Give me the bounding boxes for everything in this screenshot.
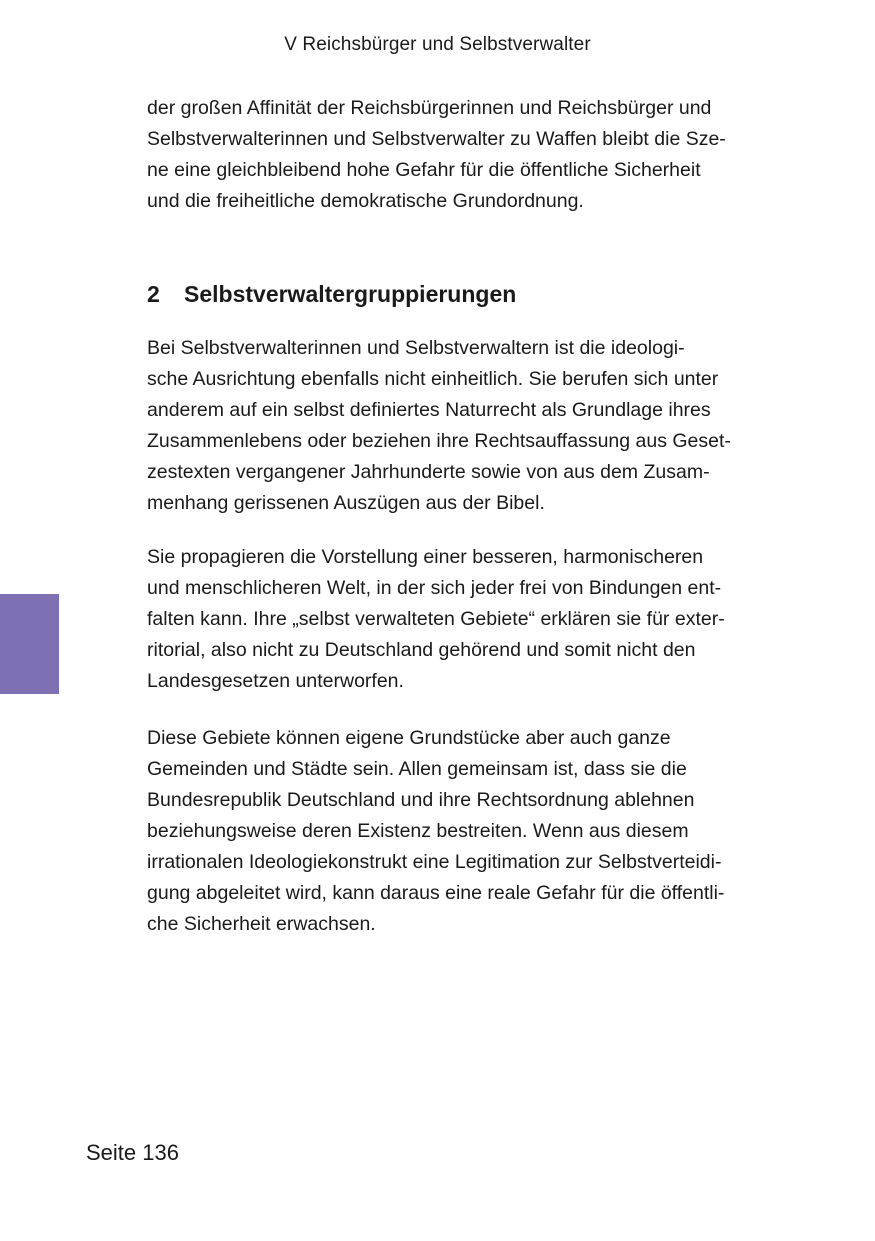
text-line: Gemeinden und Städte sein. Allen gemeinsam ist, dass sie die: [147, 758, 687, 780]
text-line: Sie propagieren die Vorstellung einer besseren, harmonischeren: [147, 546, 704, 568]
section-title: Selbstverwaltergruppierungen: [184, 281, 517, 307]
continued-paragraph: [147, 93, 787, 217]
paragraph-2: [147, 542, 787, 697]
text-line: Zusammenlebens oder beziehen ihre Rechtsauffassung aus Geset-: [147, 430, 731, 452]
text-line: Diese Gebiete können eigene Grundstücke aber auch ganze: [147, 727, 671, 749]
text-line: gung abgeleitet wird, kann daraus eine reale Gefahr für die öffentli-: [147, 882, 725, 904]
text-line: Selbstverwalterinnen und Selbstverwalter zu Waffen bleibt die Sze-: [147, 128, 726, 150]
text-line: sche Ausrichtung ebenfalls nicht einheitlich. Sie berufen sich unter: [147, 368, 719, 390]
paragraph-3: [147, 723, 787, 940]
text-line: che Sicherheit erwachsen.: [147, 913, 376, 935]
text-line: Bundesrepublik Deutschland und ihre Rechtsordnung ablehnen: [147, 789, 695, 811]
text-line: ne eine gleichbleibend hohe Gefahr für die öffentliche Sicherheit: [147, 159, 701, 181]
paragraph-1: [147, 333, 787, 519]
running-header: V Reichsbürger und Selbstverwalter: [284, 34, 591, 55]
text-line: Landesgesetzen unterworfen.: [147, 670, 404, 692]
text-line: und menschlicheren Welt, in der sich jeder frei von Bindungen ent-: [147, 577, 722, 599]
section-heading: [147, 281, 516, 308]
section-number: 2: [147, 281, 160, 307]
page-number: Seite 136: [86, 1140, 179, 1165]
text-line: anderem auf ein selbst definiertes Naturrecht als Grundlage ihres: [147, 399, 711, 421]
text-line: ritorial, also nicht zu Deutschland gehörend und somit nicht den: [147, 639, 696, 661]
section-color-tab: [0, 594, 59, 694]
text-line: Bei Selbstverwalterinnen und Selbstverwaltern ist die ideologi-: [147, 337, 685, 359]
text-line: und die freiheitliche demokratische Grundordnung.: [147, 190, 584, 212]
text-line: zestexten vergangener Jahrhunderte sowie von aus dem Zusam-: [147, 461, 710, 483]
text-line: irrationalen Ideologiekonstrukt eine Legitimation zur Selbstverteidi-: [147, 851, 722, 873]
text-line: menhang gerissenen Auszügen aus der Bibel.: [147, 492, 545, 514]
text-line: falten kann. Ihre „selbst verwalteten Gebiete“ erklären sie für exter-: [147, 608, 725, 630]
text-line: der großen Affinität der Reichsbürgerinnen und Reichsbürger und: [147, 97, 712, 119]
text-line: beziehungsweise deren Existenz bestreiten. Wenn aus diesem: [147, 820, 689, 842]
